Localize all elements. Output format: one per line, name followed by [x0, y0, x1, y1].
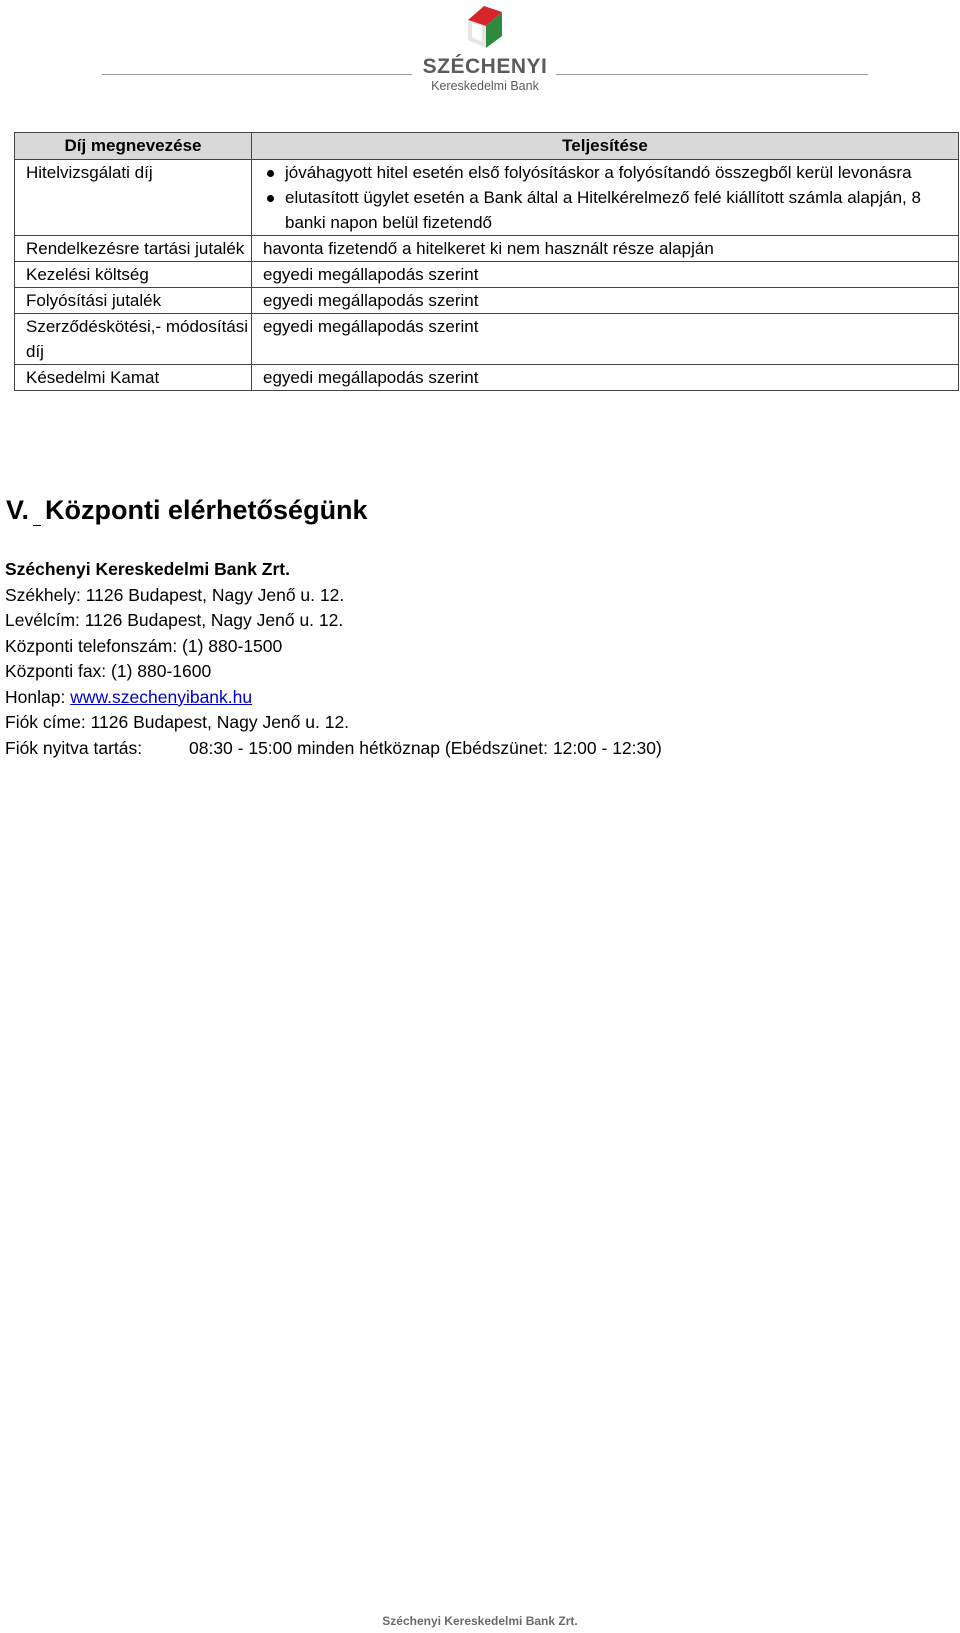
website-label: Honlap: [5, 686, 66, 707]
fee-name: Hitelvizsgálati díj [15, 160, 252, 236]
header-rule-left [102, 74, 412, 75]
fee-performance: egyedi megállapodás szerint [252, 314, 959, 365]
phone-number: Központi telefonszám: (1) 880-1500 [5, 635, 283, 656]
fee-name: Késedelmi Kamat [15, 365, 252, 391]
mailing-address: Levélcím: 1126 Budapest, Nagy Jenő u. 12. [5, 610, 344, 630]
table-row [15, 236, 959, 262]
section-heading [6, 495, 368, 526]
fax-number: Központi fax: (1) 880-1600 [5, 661, 212, 681]
fee-performance: havonta fizetendő a hitelkeret ki nem használt része alapján [252, 236, 959, 262]
section-number: V. [6, 495, 30, 525]
branch-address: Fiók címe: 1126 Budapest, Nagy Jenő u. 12. [5, 712, 350, 732]
table-row [15, 160, 959, 236]
header-rule-right [556, 74, 868, 75]
bullet-list [263, 160, 958, 235]
opening-hours-label: Fiók nyitva tartás: [5, 737, 143, 758]
page-header [0, 0, 960, 100]
company-name: Széchenyi Kereskedelmi Bank Zrt. [5, 559, 290, 579]
website-link[interactable]: www.szechenyibank.hu [70, 686, 253, 707]
opening-hours-row [5, 736, 662, 762]
table-header-row [15, 133, 959, 160]
fee-performance [252, 160, 959, 236]
table-row [15, 288, 959, 314]
table-row [15, 262, 959, 288]
column-header-fee-name: Díj megnevezése [15, 133, 252, 160]
opening-hours-value: 08:30 - 15:00 minden hétköznap (Ebédszünet: 12:00 - 12:30) [189, 737, 662, 758]
logo-name: SZÉCHENYI [422, 55, 548, 78]
table-row [15, 365, 959, 391]
list-item: elutasított ügylet esetén a Bank által a Hitelkérelmező felé kiállított számla alapján, 8 banki napon belül fizetendő [285, 185, 958, 235]
fee-name: Folyósítási jutalék [15, 288, 252, 314]
list-item: jóváhagyott hitel esetén első folyósításkor a folyósítandó összegből kerül levonásra [285, 160, 958, 185]
website-row [5, 685, 662, 711]
bank-logo-icon [468, 6, 502, 50]
section-title: Központi elérhetőségünk [45, 495, 368, 525]
fee-name: Rendelkezésre tartási jutalék [15, 236, 252, 262]
seat-address: Székhely: 1126 Budapest, Nagy Jenő u. 12. [5, 584, 345, 605]
fee-name: Kezelési költség [15, 262, 252, 288]
fee-performance: egyedi megállapodás szerint [252, 262, 959, 288]
heading-underline-gap [33, 503, 41, 526]
contact-block [5, 557, 662, 761]
fee-performance: egyedi megállapodás szerint [252, 288, 959, 314]
fee-table [14, 132, 959, 391]
column-header-performance: Teljesítése [252, 133, 959, 160]
page-footer: Széchenyi Kereskedelmi Bank Zrt. [382, 1614, 578, 1628]
logo-subtitle: Kereskedelmi Bank [431, 79, 539, 93]
fee-performance: egyedi megállapodás szerint [252, 365, 959, 391]
fee-name: Szerződéskötési,- módosítási díj [15, 314, 252, 365]
table-row [15, 314, 959, 365]
